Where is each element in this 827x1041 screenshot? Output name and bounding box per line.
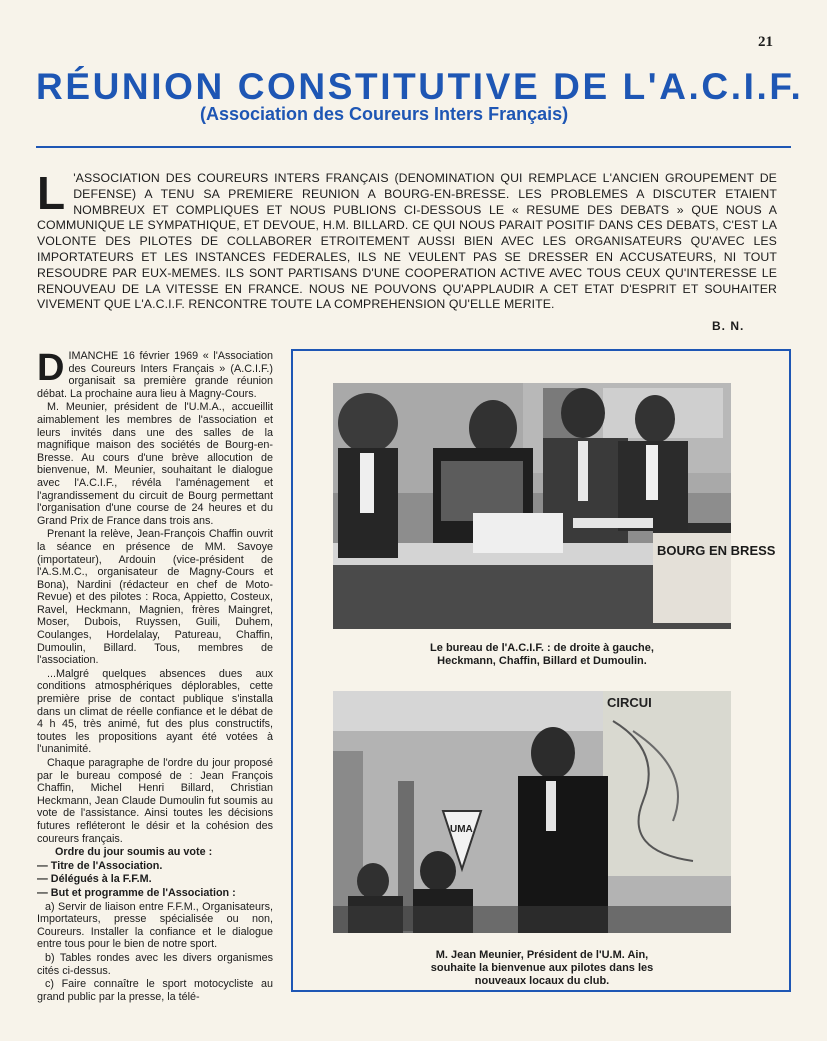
photo-bureau-acif	[333, 383, 776, 629]
intro-signature: B. N.	[712, 319, 745, 333]
caption-line: Heckmann, Chaffin, Billard et Dumoulin.	[437, 655, 647, 667]
article-paragraph-3: Prenant la relève, Jean-François Chaffin ouvrit la séance en présence de MM. Savoye (importateur), Ardouin (vice-président de l'A.S.M.C., organisateur de Magny-Cours et Bona), Nardini (rédacteur en chef de Moto-Revue) et des pilotes : Roca, Appietto, Costeux, Ravel, Heckmann, Magnien, frères Maingret, Moser, Dubois, Ruyssen, Guili, Duhem, Coulanges, Hordelalay, Patureau, Chaffin, Dumoulin, Billard. Tous, membres de l'association.	[37, 528, 273, 667]
pennant-text: UMA	[450, 824, 473, 835]
agenda-item: — Titre de l'Association.	[37, 859, 163, 872]
caption-line: M. Jean Meunier, Président de l'U.M. Ain,	[435, 949, 649, 961]
page-subtitle: (Association des Coureurs Inters Français)	[200, 104, 569, 124]
agenda-subitem-a: a) Servir de liaison entre F.F.M., Organisateurs, Importateurs, presse spécialisée ou non, Coureurs. Installer la confiance et le dialogue entre tous pour le bien de notre sport.	[37, 900, 273, 951]
photo-panel	[291, 349, 791, 992]
intro-text: 'ASSOCIATION DES COUREURS INTERS FRANÇAIS (DENOMINATION QUI REMPLACE L'ANCIEN GROUPEMENT DE DEFENSE) A TENU SA PREMIERE REUNION A BOURG-EN-BRESSE. LES PROBLEMES A DISCUTER ETAIENT NOMBREUX ET COMPLIQUES ET NOUS PUBLIONS CI-DESSOUS LE « RESUME DES DEBATS » QUE NOUS A COMMUNIQUE LE SYMPATHIQUE, ET DEVOUE, H.M. BILLARD. CE QUI NOUS PARAIT POSITIF DANS CES DEBATS, C'EST LA VOLONTE DES PILOTES DE COLLABORER ETROITEMENT AUSSI BIEN AVEC LES ORGANISATEURS QU'AVEC LES IMPORTATEURS ET LES INSTANCES FEDERALES, ILS NE VEULENT PAS SE DRESSER EN ACCUSATEURS, NI TOUT RESOUDRE PAR EUX-MEMES. ILS SONT PARTISANS D'UNE COOPERATION ACTIVE AVEC TOUS CEUX QU'INTERESSE LE RENOUVEAU DE LA VITESSE EN FRANCE. NOUS NE POUVONS QU'APPLAUDIR A CET ETAT D'ESPRIT ET SOUHAITER VIVEMENT QUE L'A.C.I.F. RENCONTRE TOUTE LA COMPREHENSION QU'ELLE MERITE.	[37, 171, 777, 312]
agenda-item: — Délégués à la F.F.M.	[37, 873, 152, 886]
caption-line: nouveaux locaux du club.	[474, 975, 610, 987]
article-column	[37, 347, 273, 1003]
agenda-heading: Ordre du jour soumis au vote :	[55, 846, 213, 859]
article-paragraph-5: Chaque paragraphe de l'ordre du jour proposé par le bureau composé de : Jean François Chaffin, Michel Henri Billard, Christian Heckmann, Jean Claude Dumoulin fut soumis au vote de l'assistance. Ainsi toutes les décisions futures refléteront le désir et la cohésion des coureurs français.	[37, 757, 273, 845]
photo-caption-1	[313, 642, 771, 668]
page-number: 21	[758, 34, 773, 50]
caption-line: souhaite la bienvenue aux pilotes dans les	[430, 962, 654, 974]
intro-paragraph	[37, 167, 777, 321]
intro-dropcap: L	[37, 167, 66, 219]
page-title: RÉUNION CONSTITUTIVE DE L'A.C.I.F.	[36, 66, 804, 107]
map-sign-text: CIRCUI	[607, 695, 652, 710]
article-paragraph-2: M. Meunier, président de l'U.M.A., accueillit aimablement les membres de l'association et leurs invités dans une des salles de la magnifique maison des sociétés de Bourg-en-Bresse. Au cours d'une brève allocution de bienvenue, M. Meunier, souhaitant le dialogue avec l'A.C.I.F., révéla l'aménagement et l'agrandissement du circuit de Bourg permettant l'organisation d'une course de 24 heures et du Grand Prix de France dans trois ans.	[37, 401, 273, 527]
article-paragraph-4: ...Malgré quelques absences dues aux conditions atmosphériques déplorables, cette première prise de contact publique s'installa dans un climat de réelle confiance et le débat de 4 h 45, très animé, fut des plus constructifs, toutes les propositions ayant été votées à l'unanimité.	[37, 667, 273, 756]
article-dropcap: D	[37, 347, 65, 389]
title-rule	[36, 146, 791, 148]
agenda-subitem-b: b) Tables rondes avec les divers organismes cités ci-dessus.	[37, 951, 273, 977]
banner-sign-text: BOURG EN BRESS	[657, 543, 776, 558]
article-paragraph	[37, 347, 273, 400]
photo-bureau-image	[333, 383, 776, 629]
photo-jean-meunier	[333, 691, 731, 933]
article-paragraph-1: IMANCHE 16 février 1969 « l'Association des Coureurs Inters Français » (A.C.I.F.) organisait sa première grande réunion débat. La prochaine aura lieu à Magny-Cours.	[37, 350, 273, 400]
photo-meunier-image	[333, 691, 731, 933]
caption-line: Le bureau de l'A.C.I.F. : de droite à gauche,	[430, 642, 654, 654]
photo-caption-2	[313, 949, 771, 988]
agenda-subitem-c: c) Faire connaître le sport motocycliste au grand public par la presse, la télé-	[37, 978, 273, 1003]
agenda-item: — But et programme de l'Association :	[37, 886, 236, 899]
